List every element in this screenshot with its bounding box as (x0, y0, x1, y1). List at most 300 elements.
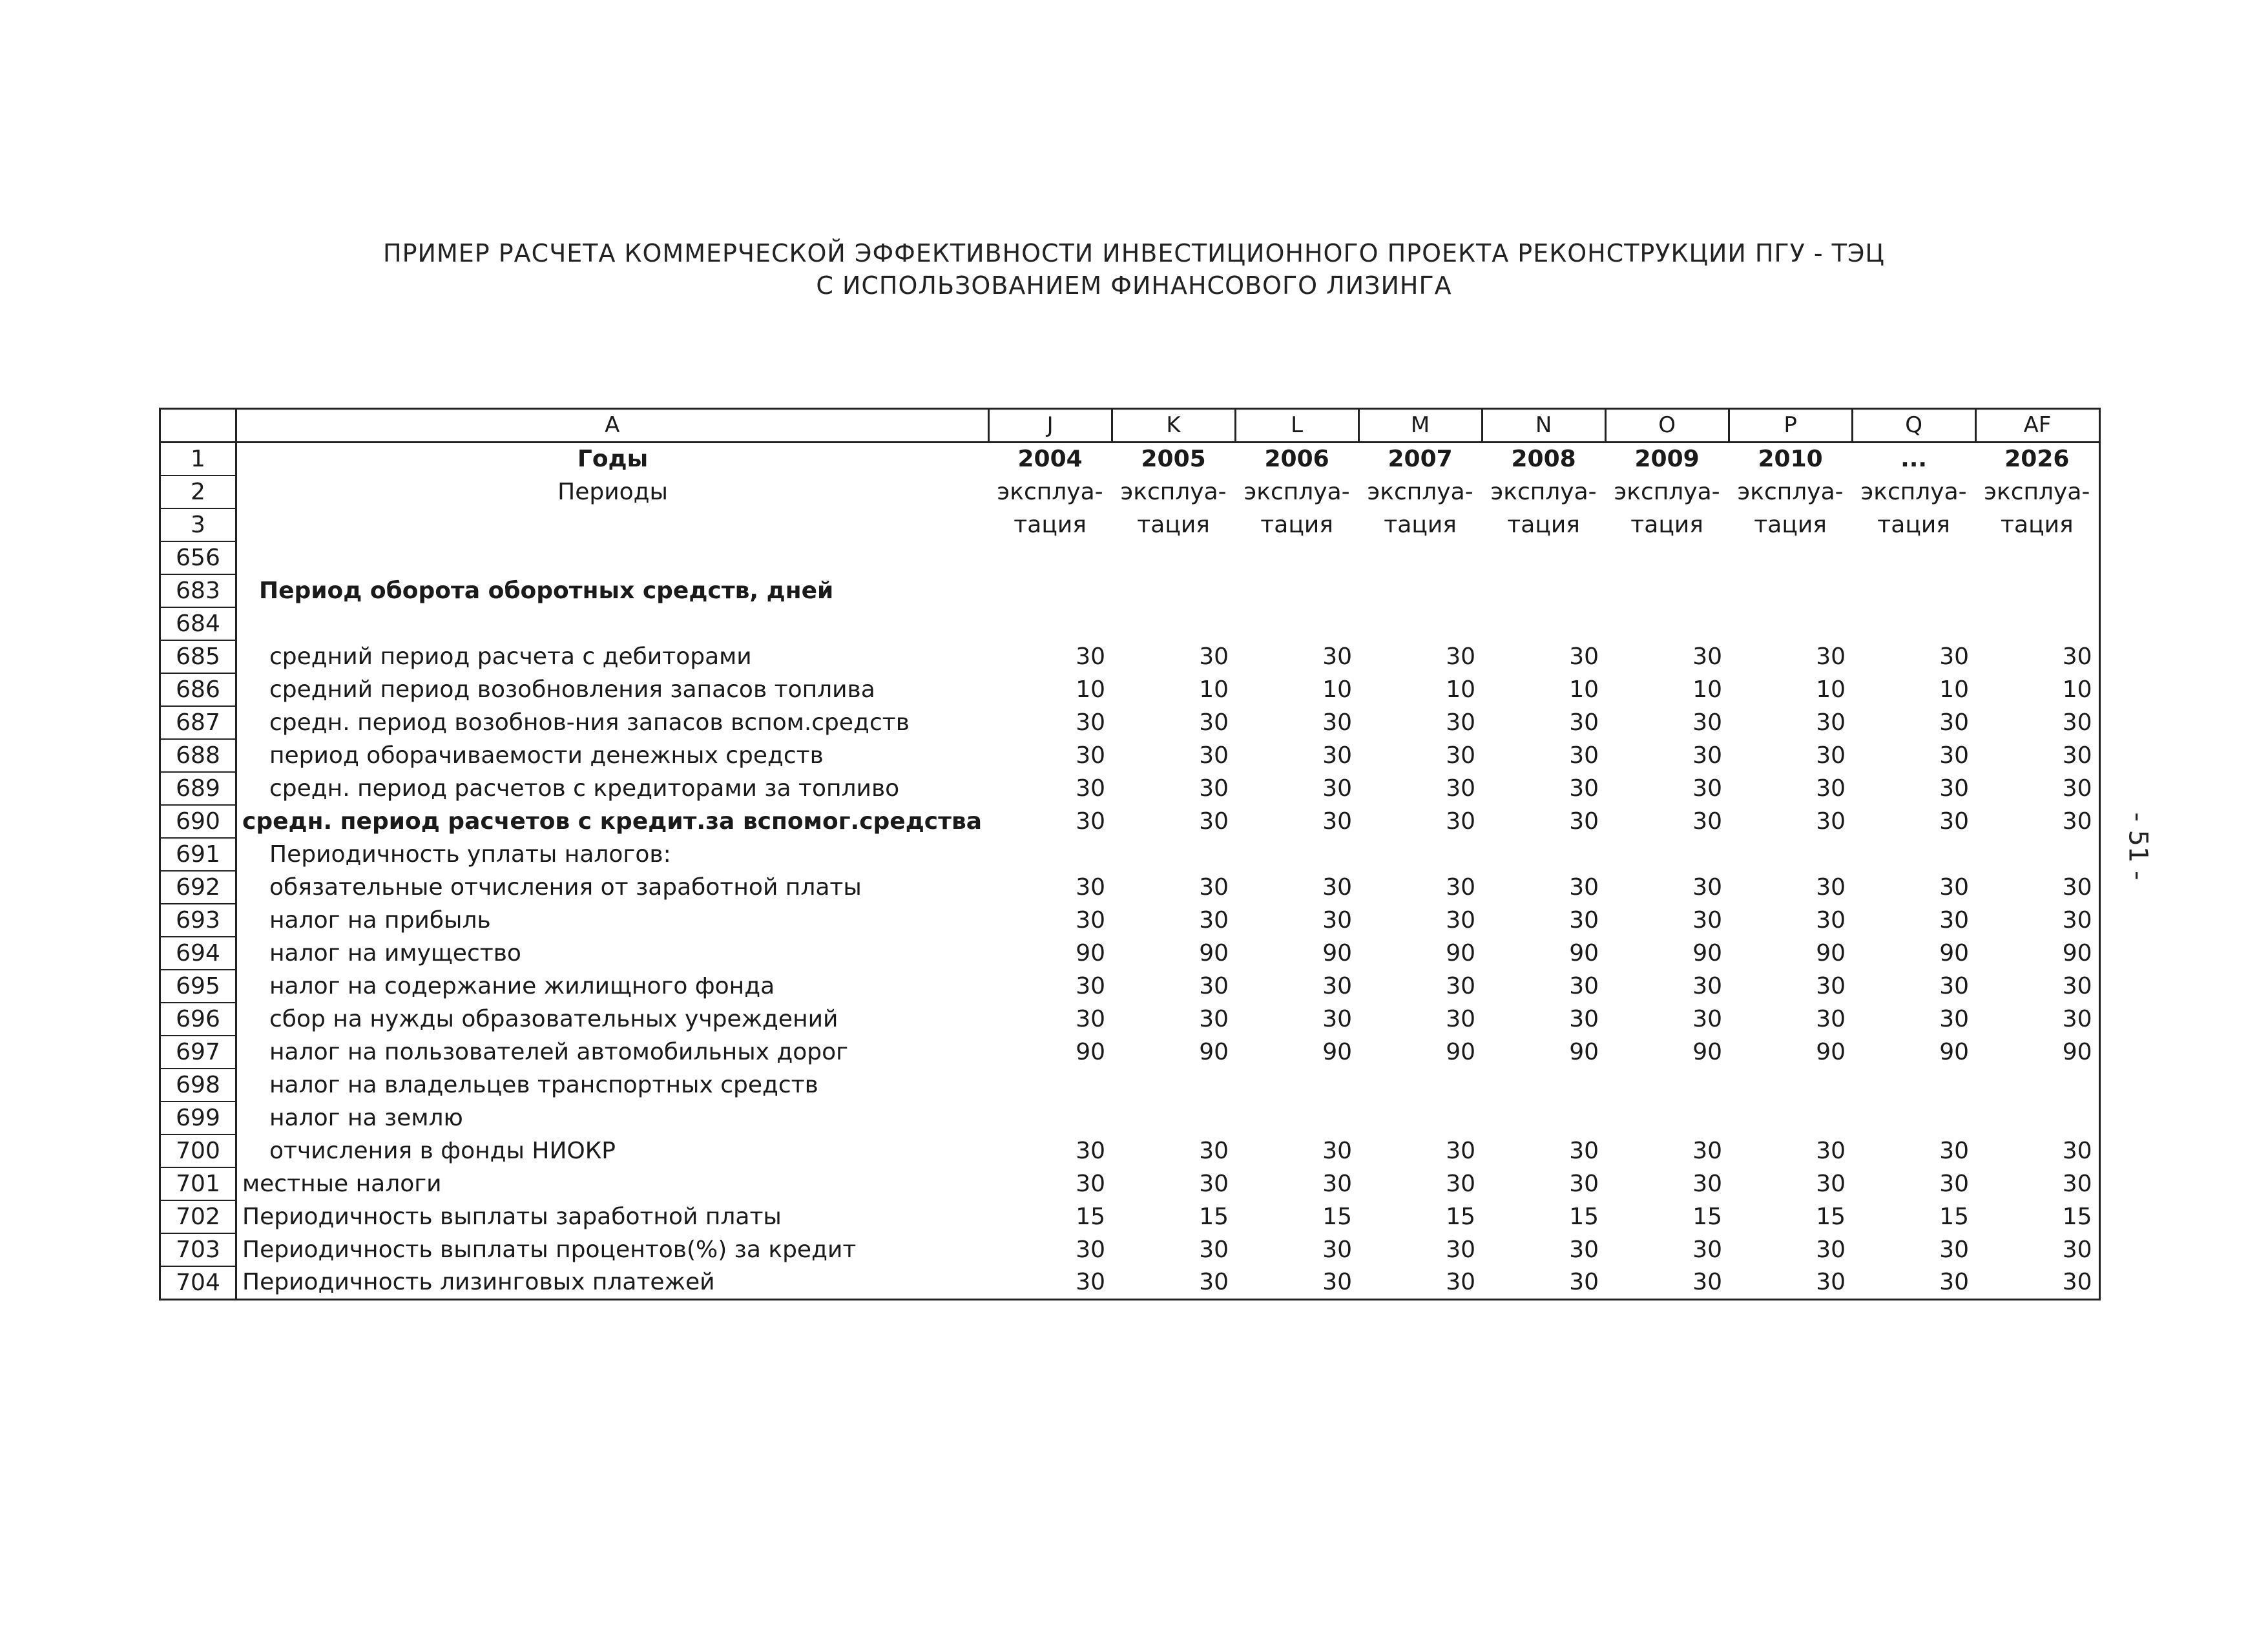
value-cell: 30 (1446, 873, 1476, 901)
value-cell: 30 (1939, 709, 1970, 736)
year-cell: 2006 (1264, 446, 1329, 473)
value-cell: 30 (1692, 808, 1723, 835)
value-cell: 30 (1816, 906, 1846, 934)
value-cell: 30 (1816, 775, 1846, 802)
value-cell: 90 (1975, 937, 2099, 970)
row-label: налог на пользователей автомобильных дорог (269, 1038, 849, 1065)
row-label: налог на прибыль (269, 906, 491, 934)
row-label: средн. период расчетов с кредиторами за топливо (269, 775, 900, 802)
header-row-periods-cont (160, 508, 2100, 541)
table-row (160, 1200, 2100, 1233)
row-number: 692 (160, 871, 236, 904)
row-label: период оборачиваемости денежных средств (269, 742, 824, 769)
value-cell: 30 (1569, 808, 1599, 835)
row-label: Периодичность выплаты процентов(%) за кредит (242, 1236, 857, 1263)
value-cell: 90 (1569, 1038, 1599, 1065)
row-number: 696 (160, 1003, 236, 1036)
value-cell: 90 (1322, 939, 1353, 966)
value-cell (1358, 838, 1482, 871)
value-cell (988, 574, 1112, 607)
column-header-P: P (1729, 409, 1852, 443)
row-label (236, 541, 989, 574)
value-cell (1975, 838, 2099, 871)
value-cell: 30 (1569, 906, 1599, 934)
value-cell (1605, 541, 1729, 574)
table-row (160, 805, 2100, 838)
value-cell: 30 (1446, 709, 1476, 736)
period-cell: тация (1507, 511, 1580, 538)
value-cell: 30 (1692, 775, 1723, 802)
value-cell: 30 (1199, 873, 1229, 901)
value-cell: 30 (1322, 775, 1353, 802)
value-cell: 30 (1322, 906, 1353, 934)
value-cell (1605, 574, 1729, 607)
table-row (160, 1102, 2100, 1134)
value-cell: 30 (1692, 906, 1723, 934)
value-cell: 30 (1322, 808, 1353, 835)
value-cell (1358, 1069, 1482, 1102)
year-cell: 2026 (1975, 443, 2099, 476)
period-cell: тация (1754, 511, 1827, 538)
value-cell: 30 (1322, 643, 1353, 670)
header-row-periods (160, 475, 2100, 508)
value-cell (1729, 838, 1852, 871)
value-cell: 15 (1446, 1203, 1476, 1230)
table-row (160, 1167, 2100, 1200)
row-number: 703 (160, 1233, 236, 1266)
value-cell: 30 (1692, 742, 1723, 769)
value-cell: 30 (1975, 640, 2099, 673)
value-cell: 30 (1199, 972, 1229, 999)
value-cell: 30 (1816, 742, 1846, 769)
row-label: Периодичность выплаты заработной платы (242, 1203, 782, 1230)
value-cell: 30 (1692, 1137, 1723, 1164)
value-cell: 30 (1446, 742, 1476, 769)
value-cell: 30 (1446, 775, 1476, 802)
row-number: 656 (160, 541, 236, 574)
empty-label (236, 508, 989, 541)
value-cell: 30 (1569, 643, 1599, 670)
value-cell: 90 (1692, 1038, 1723, 1065)
value-cell: 30 (1939, 906, 1970, 934)
row-label: средн. период расчетов с кредит.за вспомог.средства (242, 808, 983, 835)
value-cell: 30 (1975, 904, 2099, 937)
value-cell: 30 (1322, 709, 1353, 736)
value-cell: 10 (1076, 676, 1106, 703)
row-number: 695 (160, 970, 236, 1003)
value-cell: 30 (1569, 775, 1599, 802)
period-cell: эксплуа- (1975, 475, 2099, 508)
value-cell: 90 (1199, 939, 1229, 966)
value-cell: 90 (1975, 1036, 2099, 1069)
row-label: Периодичность лизинговых платежей (236, 1266, 989, 1300)
value-cell: 30 (1975, 1003, 2099, 1036)
document-title-line-2: С ИСПОЛЬЗОВАНИЕМ ФИНАНСОВОГО ЛИЗИНГА (816, 271, 1452, 300)
row-label: отчисления в фонды НИОКР (269, 1137, 616, 1164)
table-row (160, 772, 2100, 805)
year-cell: 2010 (1758, 446, 1823, 473)
row-label: Период оборота оборотных средств, дней (259, 577, 834, 604)
value-cell: 30 (1975, 970, 2099, 1003)
value-cell: 30 (1322, 1005, 1353, 1032)
column-header-M: M (1358, 409, 1482, 443)
period-cell: тация (1877, 511, 1950, 538)
value-cell (1112, 1102, 1235, 1134)
value-cell: 30 (1569, 972, 1599, 999)
value-cell (1975, 574, 2099, 607)
value-cell (1975, 541, 2099, 574)
column-header-AF: AF (1975, 409, 2099, 443)
value-cell: 30 (1816, 1005, 1846, 1032)
value-cell: 30 (1199, 1236, 1229, 1263)
value-cell (1112, 838, 1235, 871)
row-number: 694 (160, 937, 236, 970)
value-cell (1729, 607, 1852, 640)
table-row (160, 970, 2100, 1003)
value-cell: 30 (1975, 805, 2099, 838)
value-cell (1235, 1069, 1358, 1102)
value-cell (1112, 541, 1235, 574)
value-cell: 30 (1975, 739, 2099, 772)
value-cell: 30 (1569, 742, 1599, 769)
value-cell (1852, 838, 1975, 871)
row-label: налог на землю (269, 1104, 463, 1131)
value-cell: 30 (1322, 873, 1353, 901)
value-cell: 30 (1076, 775, 1106, 802)
value-cell: 30 (1692, 1170, 1723, 1197)
value-cell (1482, 838, 1605, 871)
row-label: средний период расчета с дебиторами (269, 643, 752, 670)
row-number: 698 (160, 1069, 236, 1102)
value-cell: 30 (1569, 1137, 1599, 1164)
year-cell: 2008 (1511, 446, 1576, 473)
table-row (160, 1134, 2100, 1167)
spreadsheet-table (159, 408, 2101, 1300)
value-cell: 30 (1076, 742, 1106, 769)
value-cell: 30 (1199, 775, 1229, 802)
row-label: налог на владельцев транспортных средств (269, 1071, 818, 1098)
table-row (160, 1003, 2100, 1036)
row-number: 688 (160, 739, 236, 772)
value-cell (1852, 574, 1975, 607)
value-cell: 30 (1816, 1236, 1846, 1263)
value-cell: 30 (1569, 873, 1599, 901)
value-cell: 30 (1975, 1134, 2099, 1167)
value-cell: 15 (1816, 1203, 1846, 1230)
spreadsheet (159, 408, 2101, 1300)
row-number: 687 (160, 706, 236, 739)
period-cell: эксплуа- (1243, 478, 1350, 505)
value-cell (1112, 574, 1235, 607)
value-cell (1605, 1069, 1729, 1102)
table-row (160, 937, 2100, 970)
table-row (160, 1069, 2100, 1102)
row-number: 693 (160, 904, 236, 937)
value-cell: 30 (1446, 1236, 1476, 1263)
column-header-O: O (1605, 409, 1729, 443)
value-cell: 90 (1939, 939, 1970, 966)
row-number: 686 (160, 673, 236, 706)
value-cell: 30 (1692, 1005, 1723, 1032)
row-number: 683 (160, 574, 236, 607)
value-cell (1358, 607, 1482, 640)
table-row (160, 1266, 2100, 1300)
row-label: Периодичность уплаты налогов: (269, 841, 671, 868)
row-number: 701 (160, 1167, 236, 1200)
value-cell: 30 (1975, 871, 2099, 904)
table-row (160, 574, 2100, 607)
value-cell: 90 (1816, 939, 1846, 966)
value-cell (988, 1069, 1112, 1102)
row-number: 690 (160, 805, 236, 838)
period-cell: тация (1137, 511, 1210, 538)
period-cell: эксплуа- (997, 478, 1103, 505)
value-cell: 30 (1235, 1266, 1358, 1300)
table-row (160, 739, 2100, 772)
value-cell: 30 (1322, 1170, 1353, 1197)
value-cell: 30 (1322, 742, 1353, 769)
column-header-A: A (236, 409, 989, 443)
period-cell: эксплуа- (1614, 478, 1720, 505)
year-cell: 2004 (1017, 446, 1083, 473)
value-cell: 30 (1975, 706, 2099, 739)
value-cell: 30 (1199, 1170, 1229, 1197)
column-header-Q: Q (1852, 409, 1975, 443)
value-cell (1852, 1102, 1975, 1134)
value-cell: 30 (1199, 709, 1229, 736)
value-cell (1235, 541, 1358, 574)
value-cell: 30 (1446, 906, 1476, 934)
row-number: 3 (160, 508, 236, 541)
page-number-text: - 51 - (2123, 812, 2154, 881)
row-number: 704 (160, 1266, 236, 1300)
row-number: 691 (160, 838, 236, 871)
value-cell: 15 (1199, 1203, 1229, 1230)
value-cell (1358, 574, 1482, 607)
value-cell: 30 (1816, 709, 1846, 736)
value-cell: 10 (1569, 676, 1599, 703)
value-cell: 30 (1199, 1137, 1229, 1164)
row-label (236, 607, 989, 640)
value-cell: 30 (1358, 1266, 1482, 1300)
value-cell: 30 (1605, 1266, 1729, 1300)
value-cell: 30 (1939, 742, 1970, 769)
value-cell: 30 (1816, 972, 1846, 999)
value-cell: 30 (1322, 1137, 1353, 1164)
value-cell: 30 (1692, 873, 1723, 901)
value-cell: 30 (1076, 1005, 1106, 1032)
value-cell (1975, 607, 2099, 640)
column-header-N: N (1482, 409, 1605, 443)
value-cell: 10 (1692, 676, 1723, 703)
period-cell: тация (1260, 511, 1333, 538)
value-cell: 10 (1975, 673, 2099, 706)
value-cell: 30 (1199, 808, 1229, 835)
years-label: Годы (577, 446, 649, 473)
value-cell: 90 (1816, 1038, 1846, 1065)
row-number: 699 (160, 1102, 236, 1134)
period-cell: тация (1975, 508, 2099, 541)
value-cell: 90 (1939, 1038, 1970, 1065)
value-cell: 10 (1199, 676, 1229, 703)
value-cell: 30 (1939, 1137, 1970, 1164)
value-cell (988, 838, 1112, 871)
value-cell: 30 (1076, 873, 1106, 901)
value-cell (1729, 1069, 1852, 1102)
value-cell: 30 (1939, 1170, 1970, 1197)
table-row (160, 838, 2100, 871)
value-cell (1482, 607, 1605, 640)
row-number: 689 (160, 772, 236, 805)
page-number (2112, 788, 2164, 904)
period-cell: эксплуа- (1860, 478, 1967, 505)
value-cell: 30 (1975, 1266, 2099, 1300)
year-cell: 2007 (1388, 446, 1453, 473)
value-cell: 90 (1569, 939, 1599, 966)
value-cell: 30 (1975, 1233, 2099, 1266)
corner-cell (160, 409, 236, 443)
value-cell (988, 1102, 1112, 1134)
value-cell (1729, 1102, 1852, 1134)
value-cell (1975, 1102, 2099, 1134)
value-cell: 30 (1112, 1266, 1235, 1300)
table-row (160, 541, 2100, 574)
column-header-L: L (1235, 409, 1358, 443)
value-cell: 30 (1939, 775, 1970, 802)
value-cell: 30 (1692, 1236, 1723, 1263)
value-cell: 90 (1322, 1038, 1353, 1065)
value-cell: 30 (1076, 906, 1106, 934)
value-cell (1482, 574, 1605, 607)
value-cell: 90 (1446, 1038, 1476, 1065)
header-row-years (160, 443, 2100, 476)
value-cell: 30 (1446, 1170, 1476, 1197)
value-cell (1235, 607, 1358, 640)
table-row (160, 706, 2100, 739)
table-row (160, 1036, 2100, 1069)
value-cell: 30 (1569, 709, 1599, 736)
value-cell: 30 (1482, 1266, 1605, 1300)
value-cell: 90 (1199, 1038, 1229, 1065)
period-cell: тация (1630, 511, 1703, 538)
value-cell (988, 541, 1112, 574)
column-header-row (160, 409, 2100, 443)
value-cell: 15 (1322, 1203, 1353, 1230)
column-header-J: J (988, 409, 1112, 443)
value-cell: 30 (1322, 1236, 1353, 1263)
value-cell: 30 (1199, 742, 1229, 769)
value-cell: 30 (1852, 1266, 1975, 1300)
value-cell (1112, 1069, 1235, 1102)
value-cell: 30 (1692, 709, 1723, 736)
value-cell: 30 (1076, 808, 1106, 835)
value-cell: 30 (1076, 1170, 1106, 1197)
value-cell: 30 (1076, 643, 1106, 670)
period-cell: эксплуа- (1367, 478, 1473, 505)
value-cell: 30 (1569, 1170, 1599, 1197)
periods-label: Периоды (557, 478, 668, 505)
value-cell: 15 (1569, 1203, 1599, 1230)
value-cell: 90 (1076, 1038, 1106, 1065)
value-cell (1358, 1102, 1482, 1134)
value-cell (1975, 1069, 2099, 1102)
value-cell: 15 (1975, 1200, 2099, 1233)
value-cell: 30 (1939, 808, 1970, 835)
year-cell: 2009 (1634, 446, 1700, 473)
value-cell: 30 (1076, 1137, 1106, 1164)
value-cell: 30 (1569, 1236, 1599, 1263)
value-cell: 30 (988, 1266, 1112, 1300)
value-cell (1729, 574, 1852, 607)
value-cell: 30 (1939, 1005, 1970, 1032)
value-cell: 30 (1446, 643, 1476, 670)
value-cell (1729, 541, 1852, 574)
value-cell: 90 (1076, 939, 1106, 966)
row-label: налог на содержание жилищного фонда (269, 972, 775, 999)
value-cell (1112, 607, 1235, 640)
value-cell: 30 (1569, 1005, 1599, 1032)
value-cell: 30 (1199, 1005, 1229, 1032)
value-cell: 30 (1939, 1236, 1970, 1263)
row-label: средн. период возобнов-ния запасов вспом.средств (269, 709, 910, 736)
value-cell (1235, 838, 1358, 871)
value-cell: 90 (1446, 939, 1476, 966)
year-cell: ... (1900, 446, 1928, 473)
table-row (160, 607, 2100, 640)
value-cell (1605, 1102, 1729, 1134)
period-cell: эксплуа- (1490, 478, 1597, 505)
value-cell: 30 (1692, 972, 1723, 999)
value-cell: 30 (1816, 808, 1846, 835)
value-cell (1482, 541, 1605, 574)
value-cell: 30 (1975, 772, 2099, 805)
table-row (160, 904, 2100, 937)
value-cell: 90 (1692, 939, 1723, 966)
row-number: 685 (160, 640, 236, 673)
value-cell: 30 (1975, 1167, 2099, 1200)
row-number: 2 (160, 475, 236, 508)
row-label: местные налоги (242, 1170, 442, 1197)
year-cell: 2005 (1141, 446, 1206, 473)
table-row (160, 871, 2100, 904)
table-row (160, 640, 2100, 673)
row-number: 1 (160, 443, 236, 476)
row-label: сбор на нужды образовательных учреждений (269, 1005, 838, 1032)
value-cell: 15 (1692, 1203, 1723, 1230)
value-cell: 30 (1729, 1266, 1852, 1300)
value-cell: 30 (1816, 873, 1846, 901)
value-cell (1235, 574, 1358, 607)
value-cell (1852, 541, 1975, 574)
value-cell: 30 (1076, 972, 1106, 999)
value-cell: 30 (1199, 643, 1229, 670)
value-cell: 30 (1076, 709, 1106, 736)
value-cell: 10 (1939, 676, 1970, 703)
table-row (160, 1233, 2100, 1266)
value-cell (988, 607, 1112, 640)
value-cell (1482, 1069, 1605, 1102)
table-row (160, 673, 2100, 706)
value-cell: 30 (1446, 972, 1476, 999)
row-number: 700 (160, 1134, 236, 1167)
value-cell: 30 (1692, 643, 1723, 670)
value-cell (1605, 838, 1729, 871)
value-cell: 30 (1446, 808, 1476, 835)
row-number: 702 (160, 1200, 236, 1233)
value-cell: 30 (1076, 1236, 1106, 1263)
value-cell: 30 (1199, 906, 1229, 934)
value-cell: 15 (1939, 1203, 1970, 1230)
